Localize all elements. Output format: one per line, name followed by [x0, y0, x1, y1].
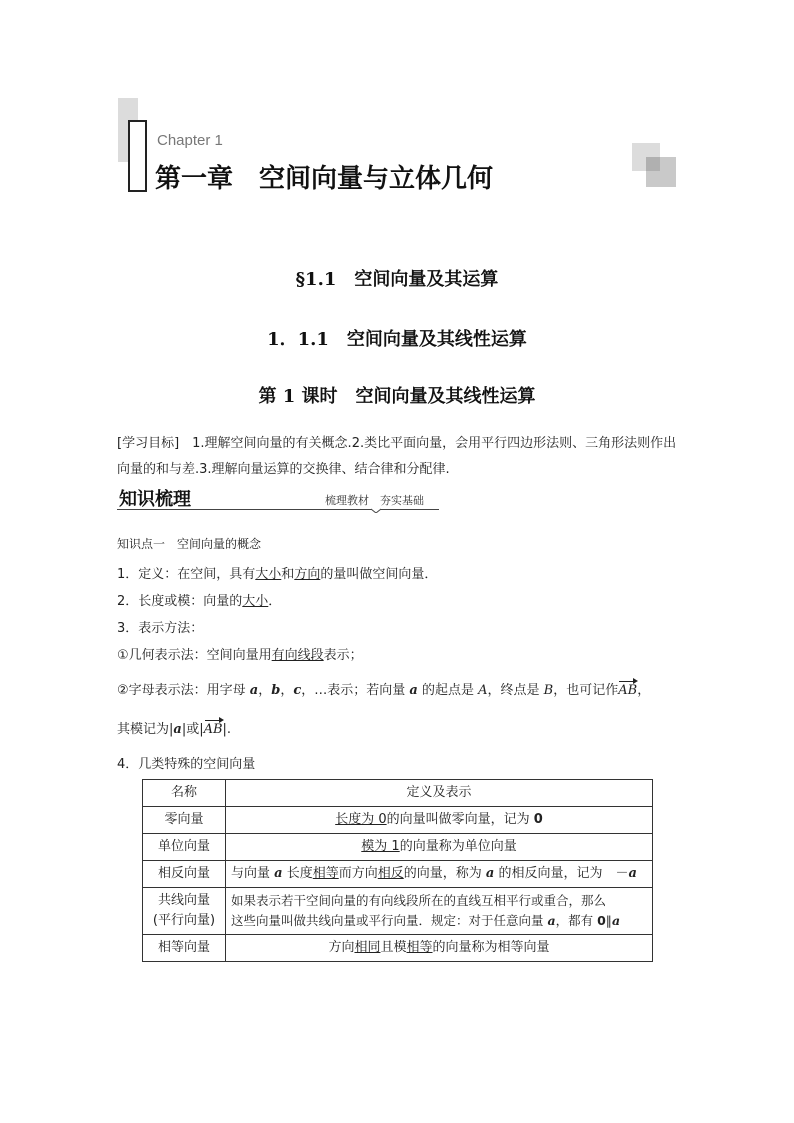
text: 且模 — [380, 940, 407, 955]
text: |. — [222, 722, 232, 737]
vector-symbol: a — [485, 866, 495, 881]
answer-blank: 相同 — [354, 940, 381, 955]
table-row — [143, 861, 653, 888]
text: 1．定义：在空间，具有 — [117, 567, 256, 582]
banner-divider — [117, 509, 439, 510]
table-row — [143, 935, 653, 962]
modulus-line — [117, 718, 231, 737]
table-cell-name: 相等向量 — [143, 935, 226, 962]
table-header-cell: 定义及表示 — [226, 780, 653, 807]
point-label: A — [478, 683, 488, 698]
table-row — [143, 888, 653, 935]
text: ， — [637, 683, 651, 698]
text: ，…表示；若向量 — [301, 683, 410, 698]
vector-symbol: a — [612, 913, 621, 928]
table-cell-name: 单位向量 — [143, 834, 226, 861]
knowledge-banner-title: 知识梳理 — [119, 489, 191, 510]
banner-notch-icon — [371, 505, 381, 513]
text: 的向量称为单位向量 — [399, 839, 517, 854]
vector-symbol: a — [409, 683, 418, 698]
answer-blank: 方向 — [294, 567, 321, 582]
corner-decoration-square — [646, 157, 660, 171]
text: ，都有 — [555, 913, 598, 928]
table-cell-definition — [226, 861, 653, 888]
text: (平行向量) — [152, 913, 216, 928]
text: 的量叫做空间向量． — [320, 567, 438, 582]
vector-symbol: c — [293, 683, 302, 698]
text: 方向 — [328, 940, 355, 955]
table-row — [143, 807, 653, 834]
text: ． — [268, 594, 282, 609]
text: ，也可记作 — [553, 683, 619, 698]
table-cell-name — [143, 888, 226, 935]
text: ②字母表示法：用字母 — [117, 683, 250, 698]
representation-title: 3．表示方法： — [117, 621, 204, 636]
table-cell-definition — [226, 807, 653, 834]
geometric-representation-line — [117, 644, 363, 663]
vector-symbol: a — [274, 866, 283, 881]
text: 的向量叫做零向量，记为 — [386, 812, 534, 827]
vector-symbol: a — [249, 683, 259, 698]
text: 的起点是 — [417, 683, 479, 698]
text: 而方向 — [338, 866, 378, 881]
text: 的向量称为相等向量 — [432, 940, 550, 955]
vector-symbol: b — [271, 683, 281, 698]
answer-blank: 相反 — [377, 866, 404, 881]
table-cell-name: 零向量 — [143, 807, 226, 834]
table-row — [143, 834, 653, 861]
answer-blank: 相等 — [312, 866, 339, 881]
letter-representation-line — [117, 679, 650, 698]
table-header-cell: 名称 — [143, 780, 226, 807]
length-line — [117, 590, 281, 609]
answer-blank: 有向线段 — [271, 648, 324, 663]
vector-ab: AB — [203, 722, 223, 737]
table-cell-definition — [226, 935, 653, 962]
knowledge-banner-subtitle: 梳理教材 夯实基础 — [325, 494, 424, 507]
text: 2．长度或模：向量的 — [117, 594, 243, 609]
special-vectors-table — [142, 779, 653, 962]
answer-blank: 长度为 0 — [335, 812, 387, 827]
chapter-label: Chapter 1 — [157, 132, 223, 149]
text: ， — [280, 683, 294, 698]
answer-blank: 大小 — [242, 594, 269, 609]
text: 长度 — [282, 866, 313, 881]
vector-symbol: a — [173, 722, 182, 737]
zero-vector-symbol: 0 — [597, 913, 606, 928]
text: |或| — [181, 722, 204, 737]
objectives-text: 1.理解空间向量的有关概念.2.类比平面向量，会用平行四边形法则、三角形法则作出向量的和与差.3.理解向量运算的交换律、结合律和分配律. — [117, 436, 677, 477]
text: 与向量 — [231, 866, 275, 881]
text: 表示； — [323, 648, 363, 663]
parallel-symbol: ∥ — [605, 913, 613, 928]
text: ，终点是 — [487, 683, 544, 698]
table-header-row — [143, 780, 653, 807]
answer-blank: 大小 — [255, 567, 282, 582]
zero-vector-symbol: 0 — [533, 812, 543, 827]
lesson-heading: 第 1 课时 空间向量及其线性运算 — [258, 386, 536, 407]
objectives-tag: [学习目标] — [117, 436, 180, 451]
knowledge-banner — [117, 485, 439, 515]
text — [231, 911, 647, 931]
vector-symbol: a — [547, 913, 556, 928]
text: 这些向量叫做共线向量或平行向量．规定：对于任意向量 — [231, 913, 548, 928]
knowledge-point-title: 知识点一 空间向量的概念 — [117, 537, 262, 551]
text: ， — [258, 683, 272, 698]
point-label: B — [543, 683, 554, 698]
subsection-heading: 1．1.1 空间向量及其线性运算 — [267, 329, 527, 350]
definition-line — [117, 563, 437, 582]
learning-objectives — [117, 431, 682, 483]
answer-blank: 相等 — [406, 940, 433, 955]
table-cell-definition — [226, 888, 653, 935]
text: 共线向量 — [157, 893, 210, 908]
chapter-title: 第一章 空间向量与立体几何 — [155, 164, 494, 194]
text: ①几何表示法：空间向量用 — [117, 648, 272, 663]
text: 和 — [281, 567, 295, 582]
vector-symbol: a — [628, 866, 637, 881]
section-heading: §1.1 空间向量及其运算 — [295, 269, 499, 290]
text: 的相反向量，记为 － — [494, 866, 629, 881]
chapter-decoration-frame — [128, 120, 147, 192]
text: 其模记为| — [117, 722, 174, 737]
text: 的向量，称为 — [403, 866, 486, 881]
answer-blank: 模为 1 — [361, 839, 400, 854]
vector-ab: AB — [618, 683, 638, 698]
table-cell-definition — [226, 834, 653, 861]
table-cell-name: 相反向量 — [143, 861, 226, 888]
text: 如果表示若干空间向量的有向线段所在的直线互相平行或重合，那么 — [231, 893, 607, 908]
special-vectors-title: 4．几类特殊的空间向量 — [117, 757, 256, 772]
